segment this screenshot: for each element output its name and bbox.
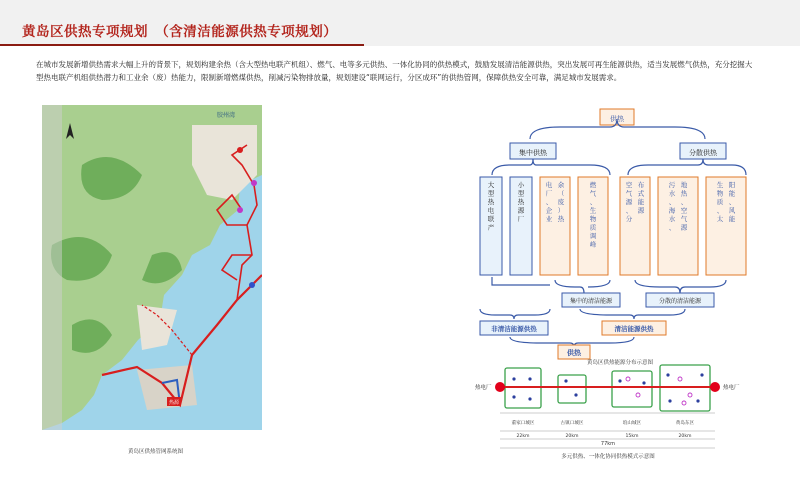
leaf-label: 污水、海水、 [668,181,676,232]
heating-network-map [42,105,262,430]
node-bottom-label: 供热 [567,349,581,357]
energy-distribution-schematic [470,355,770,465]
heat-source-marker [237,147,243,153]
leaf-label: 大型热电联产 [487,181,495,232]
leaf-label: 燃气、生物质调峰 [589,181,597,249]
district-labels [512,419,695,426]
node-clean-label: 清洁能源供热 [614,325,654,333]
leaf-label: 空气源、分 [625,181,633,223]
heat-source-marker [251,180,257,186]
right-plant-label: 热电厂 [723,385,740,391]
node-distributed-label: 分散供热 [689,149,717,157]
district-label: 琅山城区 [622,421,642,426]
leaf-label: 布式能源 [637,181,645,215]
zone-box [558,375,586,403]
leaf-label: 阳能、风能 [728,181,736,223]
heating-structure-diagram [470,105,770,360]
zone-box [612,371,652,407]
leaf-label: 小型热源厂 [517,181,525,223]
distance-label: 22km [516,434,530,439]
page-title: 黄岛区供热专项规划 （含清洁能源供热专项规划） [22,24,338,40]
district-label: 古镇口城区 [560,421,584,426]
leaf-label: 余（废）热 [557,181,565,223]
distance-label: 20km [678,434,692,439]
schematic-title: 黄岛区供热能源分布示意图 [586,360,654,366]
distance-label: 20km [565,434,579,439]
distance-labels [517,433,693,439]
district-label: 黄岛东区 [675,421,695,426]
node-non-clean-label: 非清洁能源供热 [491,325,537,333]
node-central-clean-label: 集中的清洁能源 [569,298,613,305]
heat-source-marker [249,282,255,288]
district-label: 董家口城区 [511,421,535,426]
left-plant-label: 热电厂 [475,385,492,391]
node-distributed-clean-label: 分散的清洁能源 [658,298,702,305]
node-central-label: 集中供热 [519,149,547,157]
schematic-caption: 多元供热、一体化协同供热模式示意图 [561,454,655,460]
right-plant-dot [710,382,720,392]
left-plant-dot [495,382,505,392]
heat-source-marker [237,207,243,213]
map-caption: 黄岛区供热管网系统图 [128,449,184,455]
intro-paragraph: 在城市发展新增供热需求大幅上升的背景下，规划构建余热（含大型热电联产机组）、燃气、电等多元供热、一体化协同的供热模式，鼓励发展清洁能源供热，突出发展可再生能源供热，适当发展燃气供热，充分挖掘大型热电联产机组供热潜力和工业余（废）热能力，限制新增燃煤供热，削减污染物排放量，规划建设“联网运行，分区成环”的供热管网，保障供热安全可靠，满足城市发展需求。 [36,60,753,82]
leaf-label: 地热、空气源 [680,181,688,232]
title-underline [0,44,364,46]
plant-label: 热源 [168,400,180,406]
total-distance: 77km [600,441,616,447]
distance-label: 15km [625,434,639,439]
leaf-label: 生物质、太 [716,181,724,223]
bay-label: 胶州湾 [217,112,236,119]
leaf-label: 电厂、企业 [545,181,553,223]
node-root-label: 供热 [610,115,624,123]
